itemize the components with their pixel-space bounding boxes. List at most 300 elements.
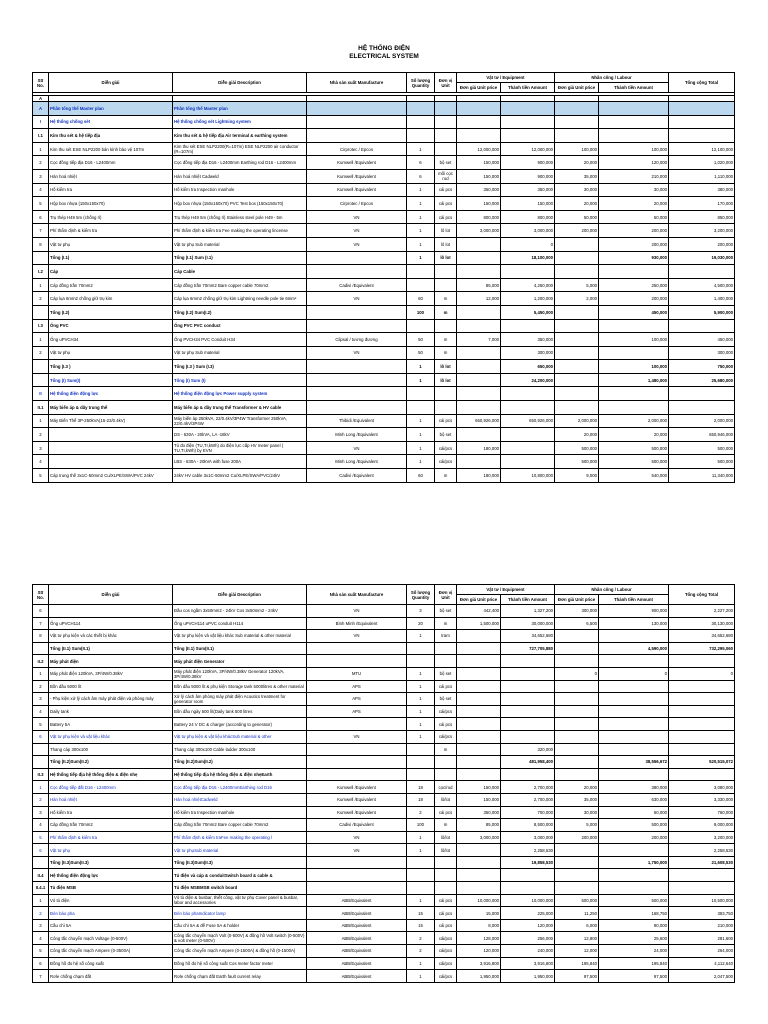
labour-amount-cell: 1,480,000 [599, 373, 669, 387]
table-row [33, 102, 735, 116]
header-total: Tổng cộng Total [669, 585, 735, 605]
total-cell: 760,000 [669, 806, 735, 819]
manufacture-cell [307, 373, 407, 387]
equip-amount-cell: 10,000,000 [501, 894, 555, 907]
manufacture-cell [307, 856, 407, 869]
unit-cell: lô lot [435, 360, 457, 374]
header-equipment: Vật tư / Equipment [457, 73, 555, 83]
description-cell: Tổng (I.2) Sum(I.2) [173, 305, 307, 319]
stt-cell: 8 [33, 237, 49, 251]
dien-giai-cell: Ống uPVCH114 [49, 617, 173, 630]
manufacture-cell: APS [307, 693, 407, 706]
equip-unit-price-cell [457, 705, 501, 718]
manufacture-cell [307, 768, 407, 781]
total-cell: 1,020,000 [669, 156, 735, 170]
equip-unit-price-cell [457, 237, 501, 251]
table-row [33, 882, 735, 895]
manufacture-cell: APS [307, 705, 407, 718]
dien-giai-cell [49, 605, 173, 618]
unit-cell: bộ set [435, 428, 457, 442]
manufacture-cell: VN [307, 605, 407, 618]
description-cell: Tổng (I.1) Sum (I.1) [173, 251, 307, 265]
stt-cell: 8 [33, 630, 49, 643]
equip-unit-price-cell [457, 401, 501, 415]
header-dien-giai: Diễn giải [49, 73, 173, 93]
equip-amount-cell [501, 693, 555, 706]
equip-unit-price-cell [457, 387, 501, 401]
equip-amount-cell [501, 387, 555, 401]
description-cell: Đồng hồ đo hệ số công suất Cos meter factor meter [173, 957, 307, 970]
equip-amount-cell: 256,000 [501, 932, 555, 945]
dien-giai-cell: Cầu chì 5A [49, 919, 173, 932]
labour-unit-price-cell [555, 251, 599, 265]
dien-giai-cell: Hệ thống chống sét [49, 115, 173, 129]
equip-amount-cell: 24,200,000 [501, 373, 555, 387]
labour-amount-cell: 500,000 [599, 455, 669, 469]
manufacture-cell: Kumwell /Equivalent [307, 793, 407, 806]
quantity-cell [407, 743, 435, 756]
unit-cell: lô/lot [435, 793, 457, 806]
equip-unit-price-cell [457, 305, 501, 319]
quantity-cell: 50 [407, 346, 435, 360]
total-cell [669, 705, 735, 718]
equip-amount-cell: 8,500,000 [501, 819, 555, 832]
quantity-cell: 1 [407, 251, 435, 265]
manufacture-cell: MTU [307, 667, 407, 680]
manufacture-cell: ABB/Equivalent [307, 957, 407, 970]
total-cell: 3,200,000 [669, 224, 735, 238]
description-cell: Trụ thép H49 5m (chống rỉ) Stainless steel pole H49 - 5m [173, 210, 307, 224]
labour-amount-cell [599, 730, 669, 743]
stt-cell: 6 [33, 210, 49, 224]
equip-unit-price-cell: 150,000 [457, 781, 501, 794]
dien-giai-cell: Máy Biến Thế 3P-250kVA(15-22/0.4kV) [49, 414, 173, 428]
stt-cell: II [33, 387, 49, 401]
description-cell: 24kV HV cable 3x1C-50mm2 Cu/XLPE/SWA/PVC/24kV [173, 469, 307, 483]
table-row [33, 617, 735, 630]
header-equip-unit-price: Đơn giá Unit price [457, 595, 501, 605]
stt-cell: 7 [33, 970, 49, 983]
header-labour-unit-price: Đơn giá Unit price [555, 595, 599, 605]
equip-unit-price-cell: 150,000 [457, 156, 501, 170]
labour-amount-cell: 630,000 [599, 793, 669, 806]
equip-unit-price-cell [457, 756, 501, 769]
description-cell: Tổng (II.3)Sum(II.3) [173, 856, 307, 869]
labour-unit-price-cell: 6,500 [555, 617, 599, 630]
quantity-cell: 6 [407, 169, 435, 183]
stt-cell: 1 [33, 894, 49, 907]
equip-unit-price-cell [457, 265, 501, 279]
table-row [33, 756, 735, 769]
dien-giai-cell: Vật tư phụ [49, 237, 173, 251]
equip-amount-cell [501, 455, 555, 469]
equip-unit-price-cell: 12,000 [457, 292, 501, 306]
table-row [33, 705, 735, 718]
labour-unit-price-cell [555, 115, 599, 129]
unit-cell: tram [435, 630, 457, 643]
description-cell: Kim thu sét & hệ tiếp địa Air terminal & earthing system [173, 129, 307, 143]
total-cell: 2,047,500 [669, 970, 735, 983]
equip-unit-price-cell [457, 129, 501, 143]
total-cell: 34,652,680 [669, 630, 735, 643]
labour-amount-cell: 200,000 [599, 237, 669, 251]
description-cell: Phí thẩm định & kiểm tra Fee making the operating lincense [173, 224, 307, 238]
labour-unit-price-cell [555, 730, 599, 743]
unit-cell: m [435, 292, 457, 306]
header-labour-amount: Thành tiền Amount [599, 595, 669, 605]
total-cell: 3,080,000 [669, 781, 735, 794]
manufacture-cell: ABB/Equivalent [307, 907, 407, 920]
unit-cell: cọc/rod [435, 781, 457, 794]
manufacture-cell: Cadivi /Equivalent [307, 469, 407, 483]
labour-unit-price-cell: 30,000 [555, 806, 599, 819]
dien-giai-cell: Vỏ tủ điện [49, 894, 173, 907]
dien-giai-cell: Cọc đồng tiếp đất D16 - L2400mm [49, 781, 173, 794]
stt-cell: 2 [33, 907, 49, 920]
manufacture-cell: ABB/Equivalent [307, 894, 407, 907]
quantity-cell: 1 [407, 894, 435, 907]
labour-unit-price-cell: 200,000 [555, 224, 599, 238]
labour-amount-cell: 100,000 [599, 142, 669, 156]
total-cell: 650,946,000 [669, 428, 735, 442]
equip-amount-cell: 700,000 [501, 806, 555, 819]
stt-cell: 2 [33, 346, 49, 360]
labour-amount-cell [599, 882, 669, 895]
quantity-cell: 1 [407, 183, 435, 197]
quantity-cell: 1 [407, 730, 435, 743]
equip-unit-price-cell: 180,000 [457, 469, 501, 483]
quantity-cell: 1 [407, 373, 435, 387]
equip-amount-cell [501, 401, 555, 415]
equip-amount-cell: 3,916,800 [501, 957, 555, 970]
total-cell: 4,112,640 [669, 957, 735, 970]
manufacture-cell [307, 642, 407, 655]
quantity-cell: 1 [407, 718, 435, 731]
unit-cell [435, 102, 457, 116]
labour-unit-price-cell [555, 705, 599, 718]
total-cell: 750,000 [669, 360, 735, 374]
stt-cell: 7 [33, 224, 49, 238]
equip-amount-cell: 2,700,000 [501, 793, 555, 806]
total-cell: 2,227,200 [669, 605, 735, 618]
equip-amount-cell: 1,950,000 [501, 970, 555, 983]
unit-cell: cái/pcs [435, 441, 457, 455]
labour-unit-price-cell: 5,000 [555, 278, 599, 292]
labour-unit-price-cell: 11,250 [555, 907, 599, 920]
quantity-cell [407, 278, 435, 292]
quantity-cell: 1 [407, 680, 435, 693]
equip-unit-price-cell [457, 251, 501, 265]
labour-unit-price-cell: 35,000 [555, 793, 599, 806]
equip-unit-price-cell [457, 667, 501, 680]
equip-amount-cell: 3,000,000 [501, 224, 555, 238]
unit-cell: bộ set [435, 667, 457, 680]
stt-cell [33, 251, 49, 265]
total-cell: 200,000 [669, 237, 735, 251]
unit-cell: cái/pcs [435, 957, 457, 970]
description-cell: Vỏ tủ điện & busbar, thiết công, vật tư phụ Cover panel & busbar, labor and accessories [173, 894, 307, 907]
total-cell: 210,000 [669, 919, 735, 932]
labour-amount-cell: 200,000 [599, 224, 669, 238]
description-cell: Ống PVCH34 PVC Conduit H34 [173, 333, 307, 347]
equip-unit-price-cell [457, 428, 501, 442]
manufacture-cell: Cirprotec / Epcos [307, 142, 407, 156]
labour-amount-cell: 100,000 [599, 360, 669, 374]
quantity-cell: 1 [407, 441, 435, 455]
equip-amount-cell: 150,000 [501, 197, 555, 211]
equip-unit-price-cell [457, 102, 501, 116]
labour-unit-price-cell: 20,000 [555, 428, 599, 442]
quantity-cell: 1 [407, 844, 435, 857]
labour-unit-price-cell [555, 333, 599, 347]
dien-giai-cell [49, 455, 173, 469]
equip-amount-cell [501, 705, 555, 718]
description-cell: Hố kiểm tra Inspection manhole [173, 183, 307, 197]
labour-amount-cell [599, 401, 669, 415]
total-cell: 21,608,530 [669, 856, 735, 869]
quantity-cell: 1 [407, 455, 435, 469]
table-row [33, 142, 735, 156]
table-row [33, 305, 735, 319]
quantity-cell: 18 [407, 793, 435, 806]
quantity-cell [407, 401, 435, 415]
stt-cell: 1 [33, 667, 49, 680]
stt-cell: 7 [33, 617, 49, 630]
equip-amount-cell: 800,000 [501, 210, 555, 224]
table-row [33, 793, 735, 806]
unit-cell: lô lot [435, 251, 457, 265]
total-cell: 520,515,072 [669, 756, 735, 769]
unit-cell: lô/lot [435, 844, 457, 857]
total-cell [669, 102, 735, 116]
equip-amount-cell [501, 882, 555, 895]
labour-unit-price-cell [555, 305, 599, 319]
equip-unit-price-cell: 8,000 [457, 919, 501, 932]
table-row [33, 932, 735, 945]
manufacture-cell: APS [307, 680, 407, 693]
header-labour: Nhân công / Labour [555, 73, 669, 83]
total-cell [669, 655, 735, 668]
quantity-cell: 1 [407, 210, 435, 224]
table-row [33, 319, 735, 333]
table-1-body [33, 102, 735, 483]
equip-unit-price-cell [457, 680, 501, 693]
labour-unit-price-cell [555, 642, 599, 655]
description-cell: Phí thẩm định & kiểm traFee making the operating l [173, 831, 307, 844]
dien-giai-cell: Kim thu sét ESE NLP2200 bán kính bảo vệ 107m [49, 142, 173, 156]
quantity-cell [407, 655, 435, 668]
manufacture-cell: ABB/Equivalent [307, 945, 407, 958]
equip-amount-cell: 18,100,000 [501, 251, 555, 265]
unit-cell: lô lot [435, 224, 457, 238]
stt-cell: II.4 [33, 869, 49, 882]
quantity-cell: 20 [407, 617, 435, 630]
description-cell: Cầu chì 5A & đế Fuse 5A & holder [173, 919, 307, 932]
stt-cell: 6 [33, 605, 49, 618]
labour-amount-cell: 20,000 [599, 428, 669, 442]
table-row [33, 455, 735, 469]
table-row [33, 718, 735, 731]
dien-giai-cell: Vật tư phụ kiện và các thiết bị khác [49, 630, 173, 643]
equip-unit-price-cell [457, 743, 501, 756]
unit-cell: cái pcs [435, 919, 457, 932]
manufacture-cell: Cadivi /Equivalent [307, 819, 407, 832]
description-cell: Rơle chống chạm đất Earth fault current relay [173, 970, 307, 983]
header-labour-unit-price: Đơn giá Unit price [555, 83, 599, 93]
quantity-cell [407, 768, 435, 781]
manufacture-cell [307, 655, 407, 668]
table-row [33, 768, 735, 781]
description-cell: Máy phát điện 120kVA, 3P/4W/0.38kV Generator 120kVA, 3P/4W/0.38kV [173, 667, 307, 680]
total-cell [669, 693, 735, 706]
manufacture-cell [307, 265, 407, 279]
manufacture-cell [307, 319, 407, 333]
equip-unit-price-cell: 3,916,800 [457, 957, 501, 970]
equip-amount-cell [501, 655, 555, 668]
quantity-cell [407, 642, 435, 655]
table-2-body [33, 605, 735, 983]
total-cell: 2,000,000 [669, 414, 735, 428]
description-cell: Tủ điện và cáp & conduitSwitch board & cable & [173, 869, 307, 882]
equip-unit-price-cell: 85,000 [457, 819, 501, 832]
equip-amount-cell: 120,000 [501, 919, 555, 932]
dien-giai-cell: Đèn báo pha [49, 907, 173, 920]
description-cell: Hệ thống chống sét Lightning system [173, 115, 307, 129]
equip-amount-cell: 30,000,000 [501, 617, 555, 630]
description-cell: Tổng (I) Sum (I) [173, 373, 307, 387]
unit-cell: cái pcs [435, 680, 457, 693]
unit-cell [435, 856, 457, 869]
description-cell: Công tắc chuyển mạch Volt (0-500V) & đồng hồ Volt switch (0-500V) & volt meter (0-500V) [173, 932, 307, 945]
table-row [33, 224, 735, 238]
manufacture-cell [307, 251, 407, 265]
equip-unit-price-cell: 128,000 [457, 932, 501, 945]
labour-unit-price-cell: 20,000 [555, 156, 599, 170]
quantity-cell: 18 [407, 781, 435, 794]
labour-amount-cell [599, 768, 669, 781]
labour-amount-cell: 900,000 [599, 605, 669, 618]
header-manufacture: Nhà sản xuất Manufacture [307, 73, 407, 93]
stt-cell: II.3 [33, 768, 49, 781]
stt-cell: I.1 [33, 129, 49, 143]
equip-amount-cell: 240,000 [501, 945, 555, 958]
dien-giai-cell: Battery 5A [49, 718, 173, 731]
stt-cell: 4 [33, 455, 49, 469]
total-cell [669, 730, 735, 743]
description-cell: Vật tư phụ kiện & vật liệu khácSub material & other [173, 730, 307, 743]
stt-cell: I.3 [33, 319, 49, 333]
equip-amount-cell: 1,327,200 [501, 605, 555, 618]
unit-cell: lô lot [435, 373, 457, 387]
description-cell: Vật tư phụ Sub material [173, 237, 307, 251]
labour-amount-cell [599, 844, 669, 857]
equip-unit-price-cell [457, 373, 501, 387]
labour-amount-cell: 4,590,000 [599, 642, 669, 655]
description-cell: Đèn báo phaIndicator lamp [173, 907, 307, 920]
total-cell: 25,680,000 [669, 373, 735, 387]
description-cell: Tổng (I.3 ) Sum (I.3) [173, 360, 307, 374]
table-row [33, 265, 735, 279]
manufacture-cell: Clipsal / tương đương [307, 333, 407, 347]
description-cell: Tủ đo điện (TU,TI,kWh) do điện lực cấp HV meter panel ( TU,TI,kWh) by EVN [173, 441, 307, 455]
dien-giai-cell: Hố kiểm tra [49, 183, 173, 197]
description-cell: Tổng (II.2)Sum(II.2) [173, 756, 307, 769]
total-cell: 500,000 [669, 441, 735, 455]
manufacture-cell: VN [307, 346, 407, 360]
stt-cell [33, 856, 49, 869]
stt-cell [33, 360, 49, 374]
stt-cell: 6 [33, 730, 49, 743]
unit-cell [435, 655, 457, 668]
labour-unit-price-cell: 97,500 [555, 970, 599, 983]
header-stt: Stt No. [33, 585, 49, 605]
dien-giai-cell: Hệ thống điện động lực [49, 387, 173, 401]
stt-cell: 5 [33, 831, 49, 844]
description-cell: Máy biến áp & dây trung thế Transformer & HV cable [173, 401, 307, 415]
table-row [33, 278, 735, 292]
table-row [33, 414, 735, 428]
table-row [33, 919, 735, 932]
labour-amount-cell: 450,000 [599, 305, 669, 319]
total-cell: 5,900,000 [669, 305, 735, 319]
description-cell: Vật tư phụ Sub material [173, 346, 307, 360]
document-title [0, 45, 768, 61]
dien-giai-cell: Vật tư phụ [49, 844, 173, 857]
unit-cell: cái pcs [435, 907, 457, 920]
equip-unit-price-cell: 85,000 [457, 278, 501, 292]
table-row [33, 642, 735, 655]
quantity-cell [407, 319, 435, 333]
table-row [33, 156, 735, 170]
labour-unit-price-cell: 200,000 [555, 831, 599, 844]
quantity-cell: 1 [407, 630, 435, 643]
unit-cell: cái/pcs [435, 970, 457, 983]
equip-amount-cell: 350,000 [501, 183, 555, 197]
table-row [33, 333, 735, 347]
total-cell: 264,000 [669, 945, 735, 958]
table-row [33, 169, 735, 183]
equip-amount-cell: 225,000 [501, 907, 555, 920]
manufacture-cell [307, 129, 407, 143]
dien-giai-cell: Daily tank [49, 705, 173, 718]
manufacture-cell [307, 115, 407, 129]
quantity-cell: 1 [407, 970, 435, 983]
labour-unit-price-cell [555, 756, 599, 769]
unit-cell: cái pcs [435, 718, 457, 731]
labour-unit-price-cell: 12,000 [555, 945, 599, 958]
header-labour: Nhân công / Labour [555, 585, 669, 595]
stt-cell [33, 305, 49, 319]
description-cell: Hàn hoá nhiệt Cadweld [173, 169, 307, 183]
header-dien-giai: Diễn giải [49, 585, 173, 605]
unit-cell: m [435, 346, 457, 360]
manufacture-cell [307, 743, 407, 756]
equip-unit-price-cell: 350,000 [457, 806, 501, 819]
equip-amount-cell: 2,700,000 [501, 781, 555, 794]
table-row [33, 183, 735, 197]
quantity-cell: 1 [407, 667, 435, 680]
description-cell: Phần tổng thể Master plan [173, 102, 307, 116]
dien-giai-cell: Ống PVC [49, 319, 173, 333]
stt-cell: 5 [33, 945, 49, 958]
table-row [33, 441, 735, 455]
table-row [33, 907, 735, 920]
unit-cell: cái/pcs [435, 730, 457, 743]
stt-cell: 4 [33, 183, 49, 197]
dien-giai-cell: Tổng (I) Sum(I) [49, 373, 173, 387]
quantity-cell: 1 [407, 360, 435, 374]
quantity-cell [407, 102, 435, 116]
